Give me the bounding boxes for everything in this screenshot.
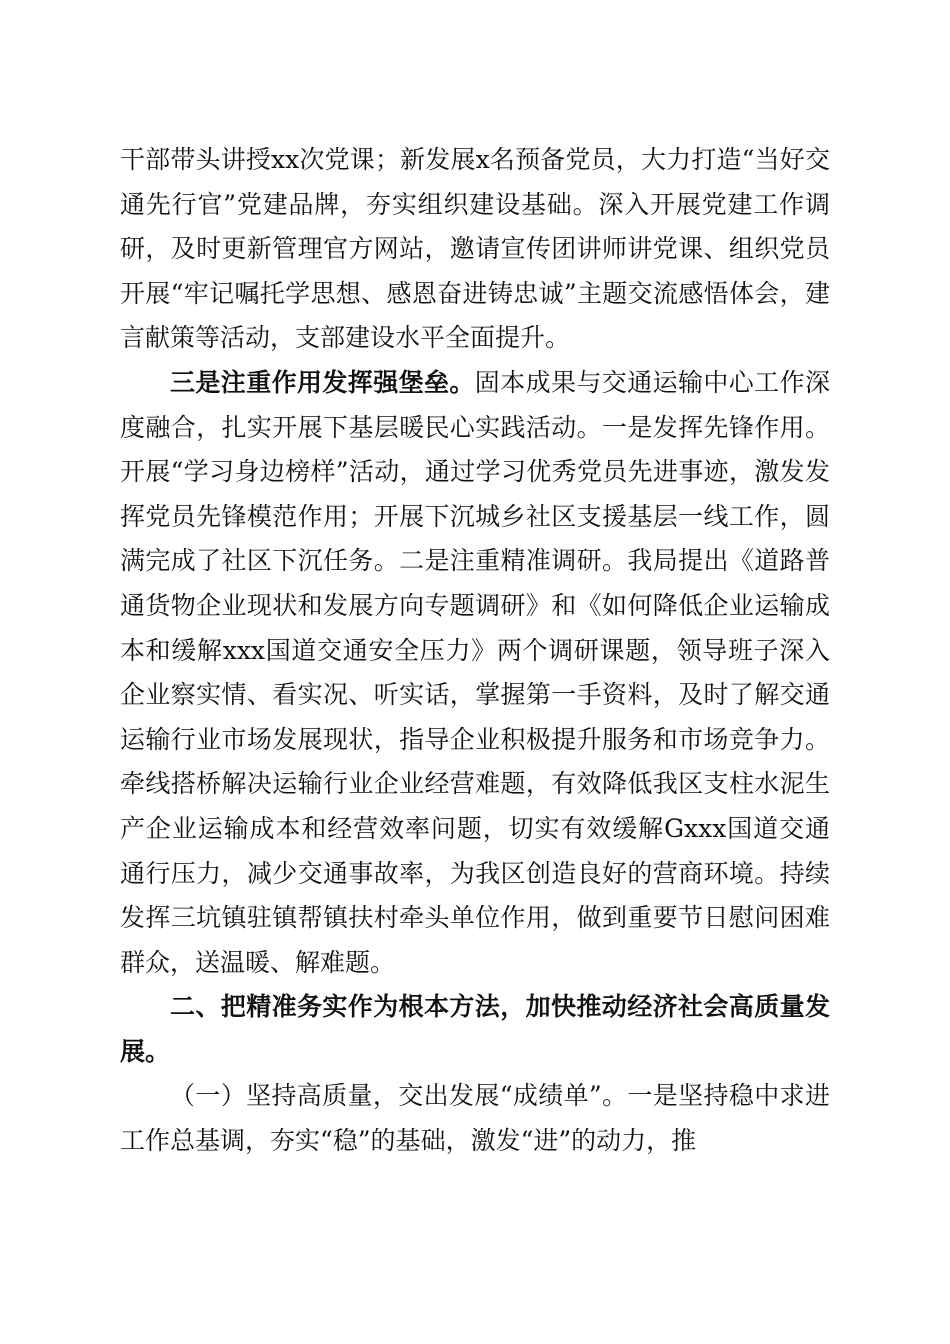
paragraph-text: 固本成果与交通运输中心工作深度融合，扎实开展下基层暖民心实践活动。一是发挥先锋作用。开展“学习身边榜样”活动，通过学习优秀党员先进事迹，激发发挥党员先锋模范作用；开展下沉城乡社区支援基层一线工作，圆满完成了社区下沉任务。二是注重精准调研。我局提出《道路普通货物企业现状和发展方向专题调研》和《如何降低企业运输成本和缓解xxx国道交通安全压力》两个调研课题，领导班子深入企业察实情、看实况、听实话，掌握第一手资料，及时了解交通运输行业市场发展现状，指导企业积极提升服务和市场竞争力。牵线搭桥解决运输行业企业经营难题，有效降低我区支柱水泥生产企业运输成本和经营效率问题，切实有效缓解Gxxx国道交通通行压力，减少交通事故率，为我区创造良好的营商环境。持续发挥三坑镇驻镇帮镇扶村牵头单位作用，做到重要节日慰问困难群众，送温暖、解难题。 (120, 367, 830, 977)
paragraph-text: 一是坚持稳中求进工作总基调，夯实“稳”的基础，激发“进”的动力，推 (120, 1081, 830, 1156)
document-body (120, 138, 830, 1164)
paragraph-text: 干部带头讲授xx次党课；新发展x名预备党员，大力打造“当好交通先行官”党建品牌，夯实组织建设基础。深入开展党建工作调研，及时更新管理官方网站，邀请宣传团讲师讲党课、组织党员开展“牢记嘱托学思想、感恩奋进铸忠诚”主题交流感悟体会，建言献策等活动，支部建设水平全面提升。 (120, 145, 830, 353)
paragraph-lead: 三是注重作用发挥强堡垒。 (170, 367, 475, 397)
paragraph-lead: （一）坚持高质量，交出发展“成绩单”。 (170, 1081, 628, 1111)
paragraph-high-quality (120, 1074, 830, 1163)
section-heading: 二、把精准务实作为根本方法，加快推动经济社会高质量发展。 (120, 992, 830, 1066)
paragraph-party-building (120, 138, 830, 361)
paragraph-fortress-role (120, 361, 830, 985)
